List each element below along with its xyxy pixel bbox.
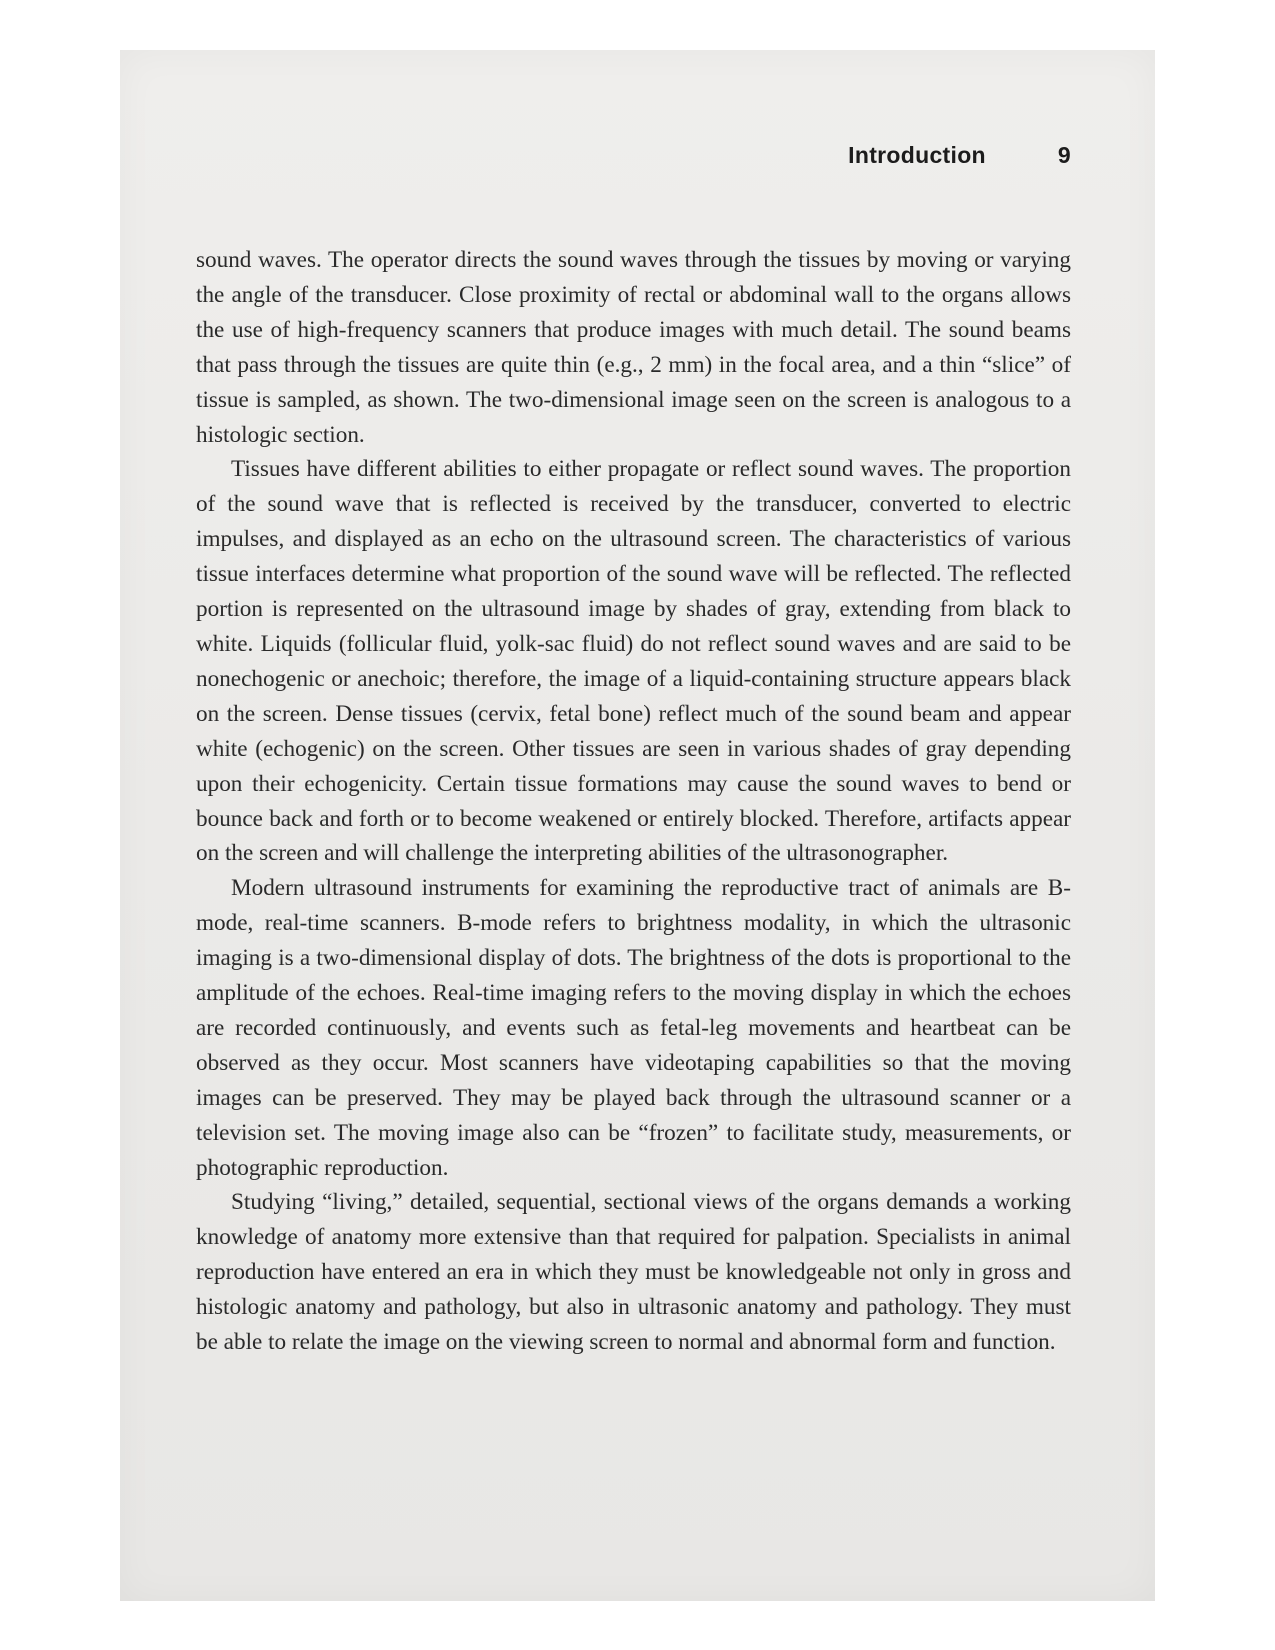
section-title: Introduction <box>848 142 986 168</box>
paragraph-3: Modern ultrasound instruments for examining the reproductive tract of animals are B-mode, real-time scanners. B-mode refers to brightness modality, in which the ultrasonic imaging is a two-dimensional display of dots. The brightness of the dots is proportional to the amplitude of the echoes. Real-time imaging refers to the moving display in which the echoes are recorded continuously, and events such as fetal-leg movements and heartbeat can be observed as they occur. Most scanners have videotaping capabilities so that the moving images can be preserved. They may be played back through the ultrasound scanner or a television set. The moving image also can be “frozen” to facilitate study, measurements, or photographic reproduction. <box>196 875 1071 1181</box>
running-head <box>848 142 1071 169</box>
book-page <box>120 50 1155 1601</box>
paragraph-2: Tissues have different abilities to either propagate or reflect sound waves. The proportion of the sound wave that is reflected is received by the transducer, converted to electric impulses, and displayed as an echo on the ultrasound screen. The characteristics of various tissue interfaces determine what proportion of the sound wave will be reflected. The reflected portion is represented on the ultrasound image by shades of gray, extending from black to white. Liquids (follicular fluid, yolk-sac fluid) do not reflect sound waves and are said to be nonechogenic or anechoic; therefore, the image of a liquid-containing structure appears black on the screen. Dense tissues (cervix, fetal bone) reflect much of the sound beam and appear white (echogenic) on the screen. Other tissues are seen in various shades of gray depending upon their echogenicity. Certain tissue formations may cause the sound waves to bend or bounce back and forth or to become weakened or entirely blocked. Therefore, artifacts appear on the screen and will challenge the interpreting abilities of the ultrasonographer. <box>196 456 1071 867</box>
paragraph-1: sound waves. The operator directs the sound waves through the tissues by moving or varying the angle of the transducer. Close proximity of rectal or abdominal wall to the organs allows the use of high-frequency scanners that produce images with much detail. The sound beams that pass through the tissues are quite thin (e.g., 2 mm) in the focal area, and a thin “slice” of tissue is sampled, as shown. The two-dimensional image seen on the screen is analogous to a histologic section. <box>196 247 1071 448</box>
page-number: 9 <box>1057 142 1071 168</box>
body-text <box>196 243 1071 1360</box>
paragraph-4: Studying “living,” detailed, sequential, sectional views of the organs demands a working knowledge of anatomy more extensive than that required for palpation. Specialists in animal reproduction have entered an era in which they must be knowledgeable not only in gross and histologic anatomy and pathology, but also in ultrasonic anatomy and pathology. They must be able to relate the image on the viewing screen to normal and abnormal form and function. <box>196 1189 1071 1356</box>
